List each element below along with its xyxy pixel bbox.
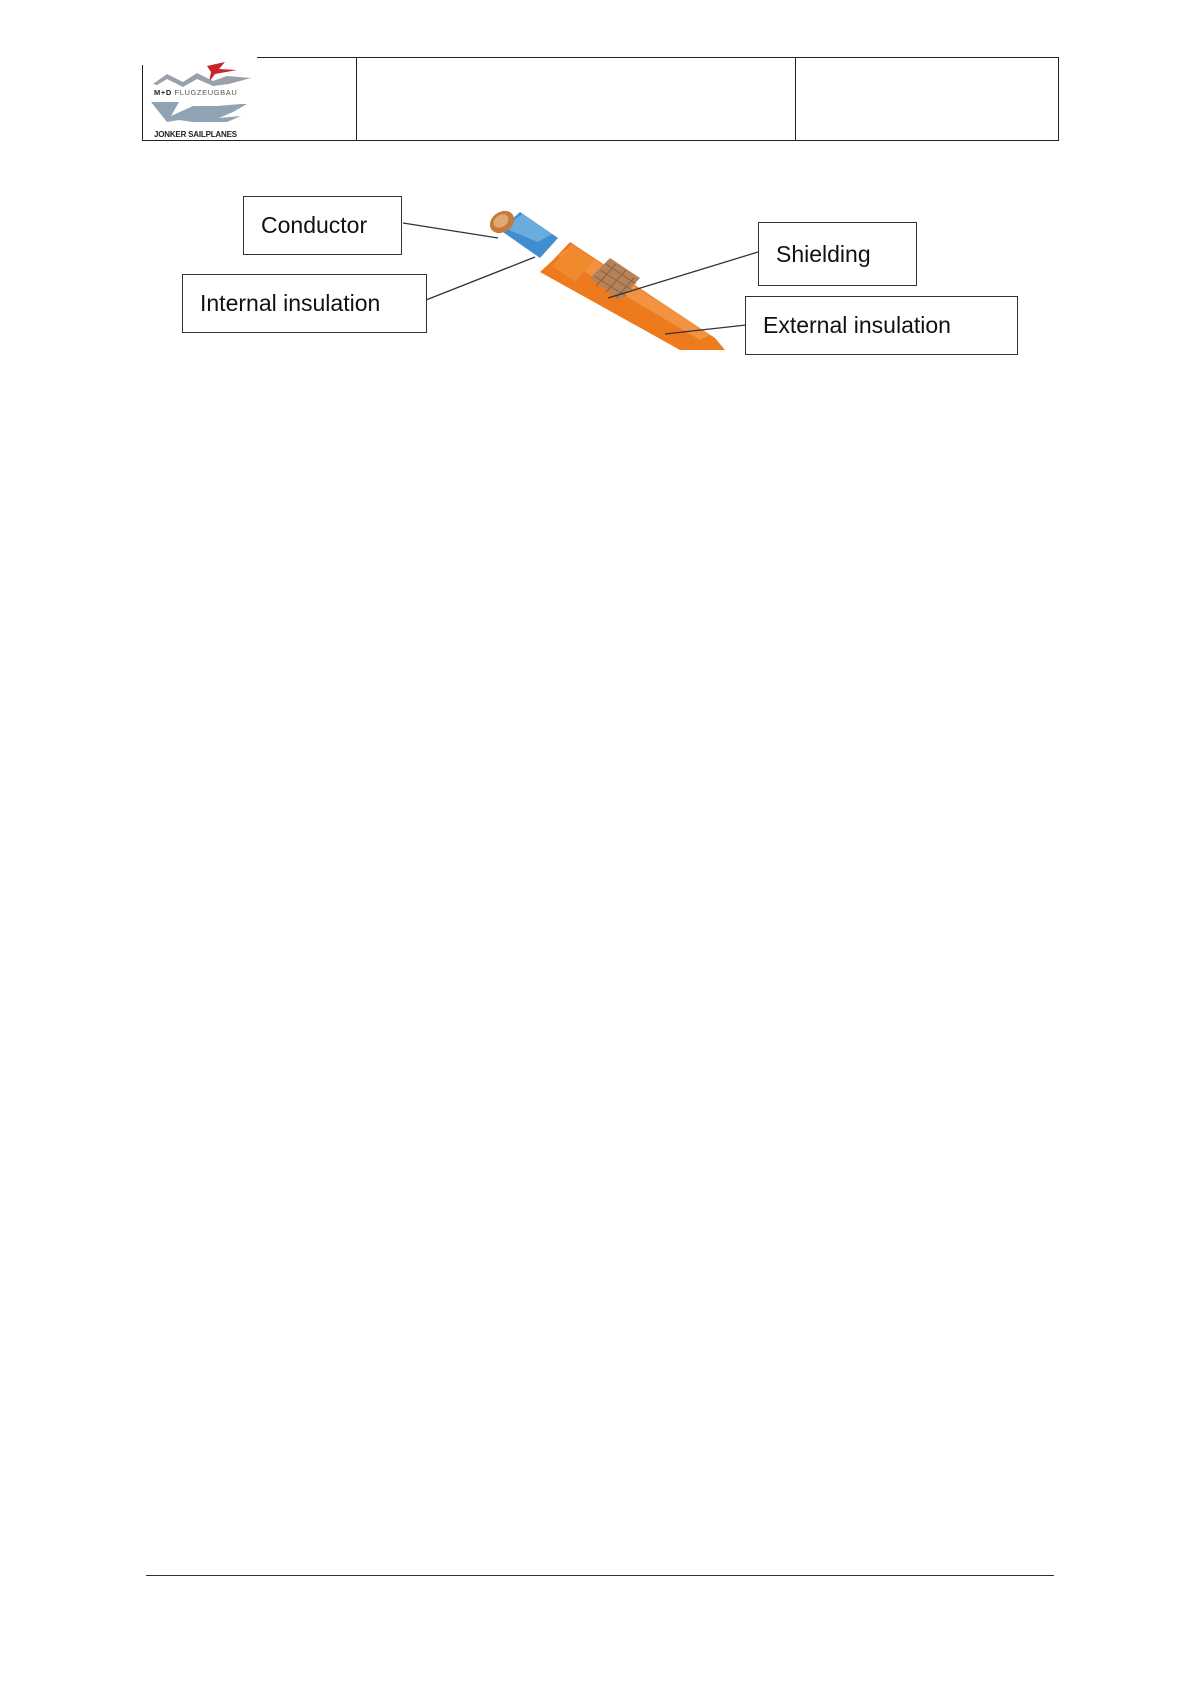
leader-internal-insulation <box>426 257 535 300</box>
logo-brand-text <box>154 88 237 97</box>
callout-internal-insulation: Internal insulation <box>182 274 427 333</box>
header-title-cell <box>357 58 796 140</box>
header-logo-cell <box>143 58 357 140</box>
cable-cross-section-figure <box>180 190 1030 360</box>
logo-brand-prefix: M+D <box>154 88 172 97</box>
logo-grey-wings-icon <box>153 73 251 87</box>
callout-conductor: Conductor <box>243 196 402 255</box>
footer-divider <box>146 1575 1054 1576</box>
logo-blue-wings-icon <box>151 102 247 122</box>
logo-company-name: JONKER SAILPLANES <box>154 130 237 139</box>
leader-conductor <box>403 223 498 238</box>
header-revision-cell <box>796 58 1058 140</box>
logo-brand-suffix: FLUGZEUGBAU <box>174 88 238 97</box>
document-header <box>142 57 1059 141</box>
callout-shielding: Shielding <box>758 222 917 286</box>
callout-external-insulation: External insulation <box>745 296 1018 355</box>
company-logo <box>149 60 261 140</box>
